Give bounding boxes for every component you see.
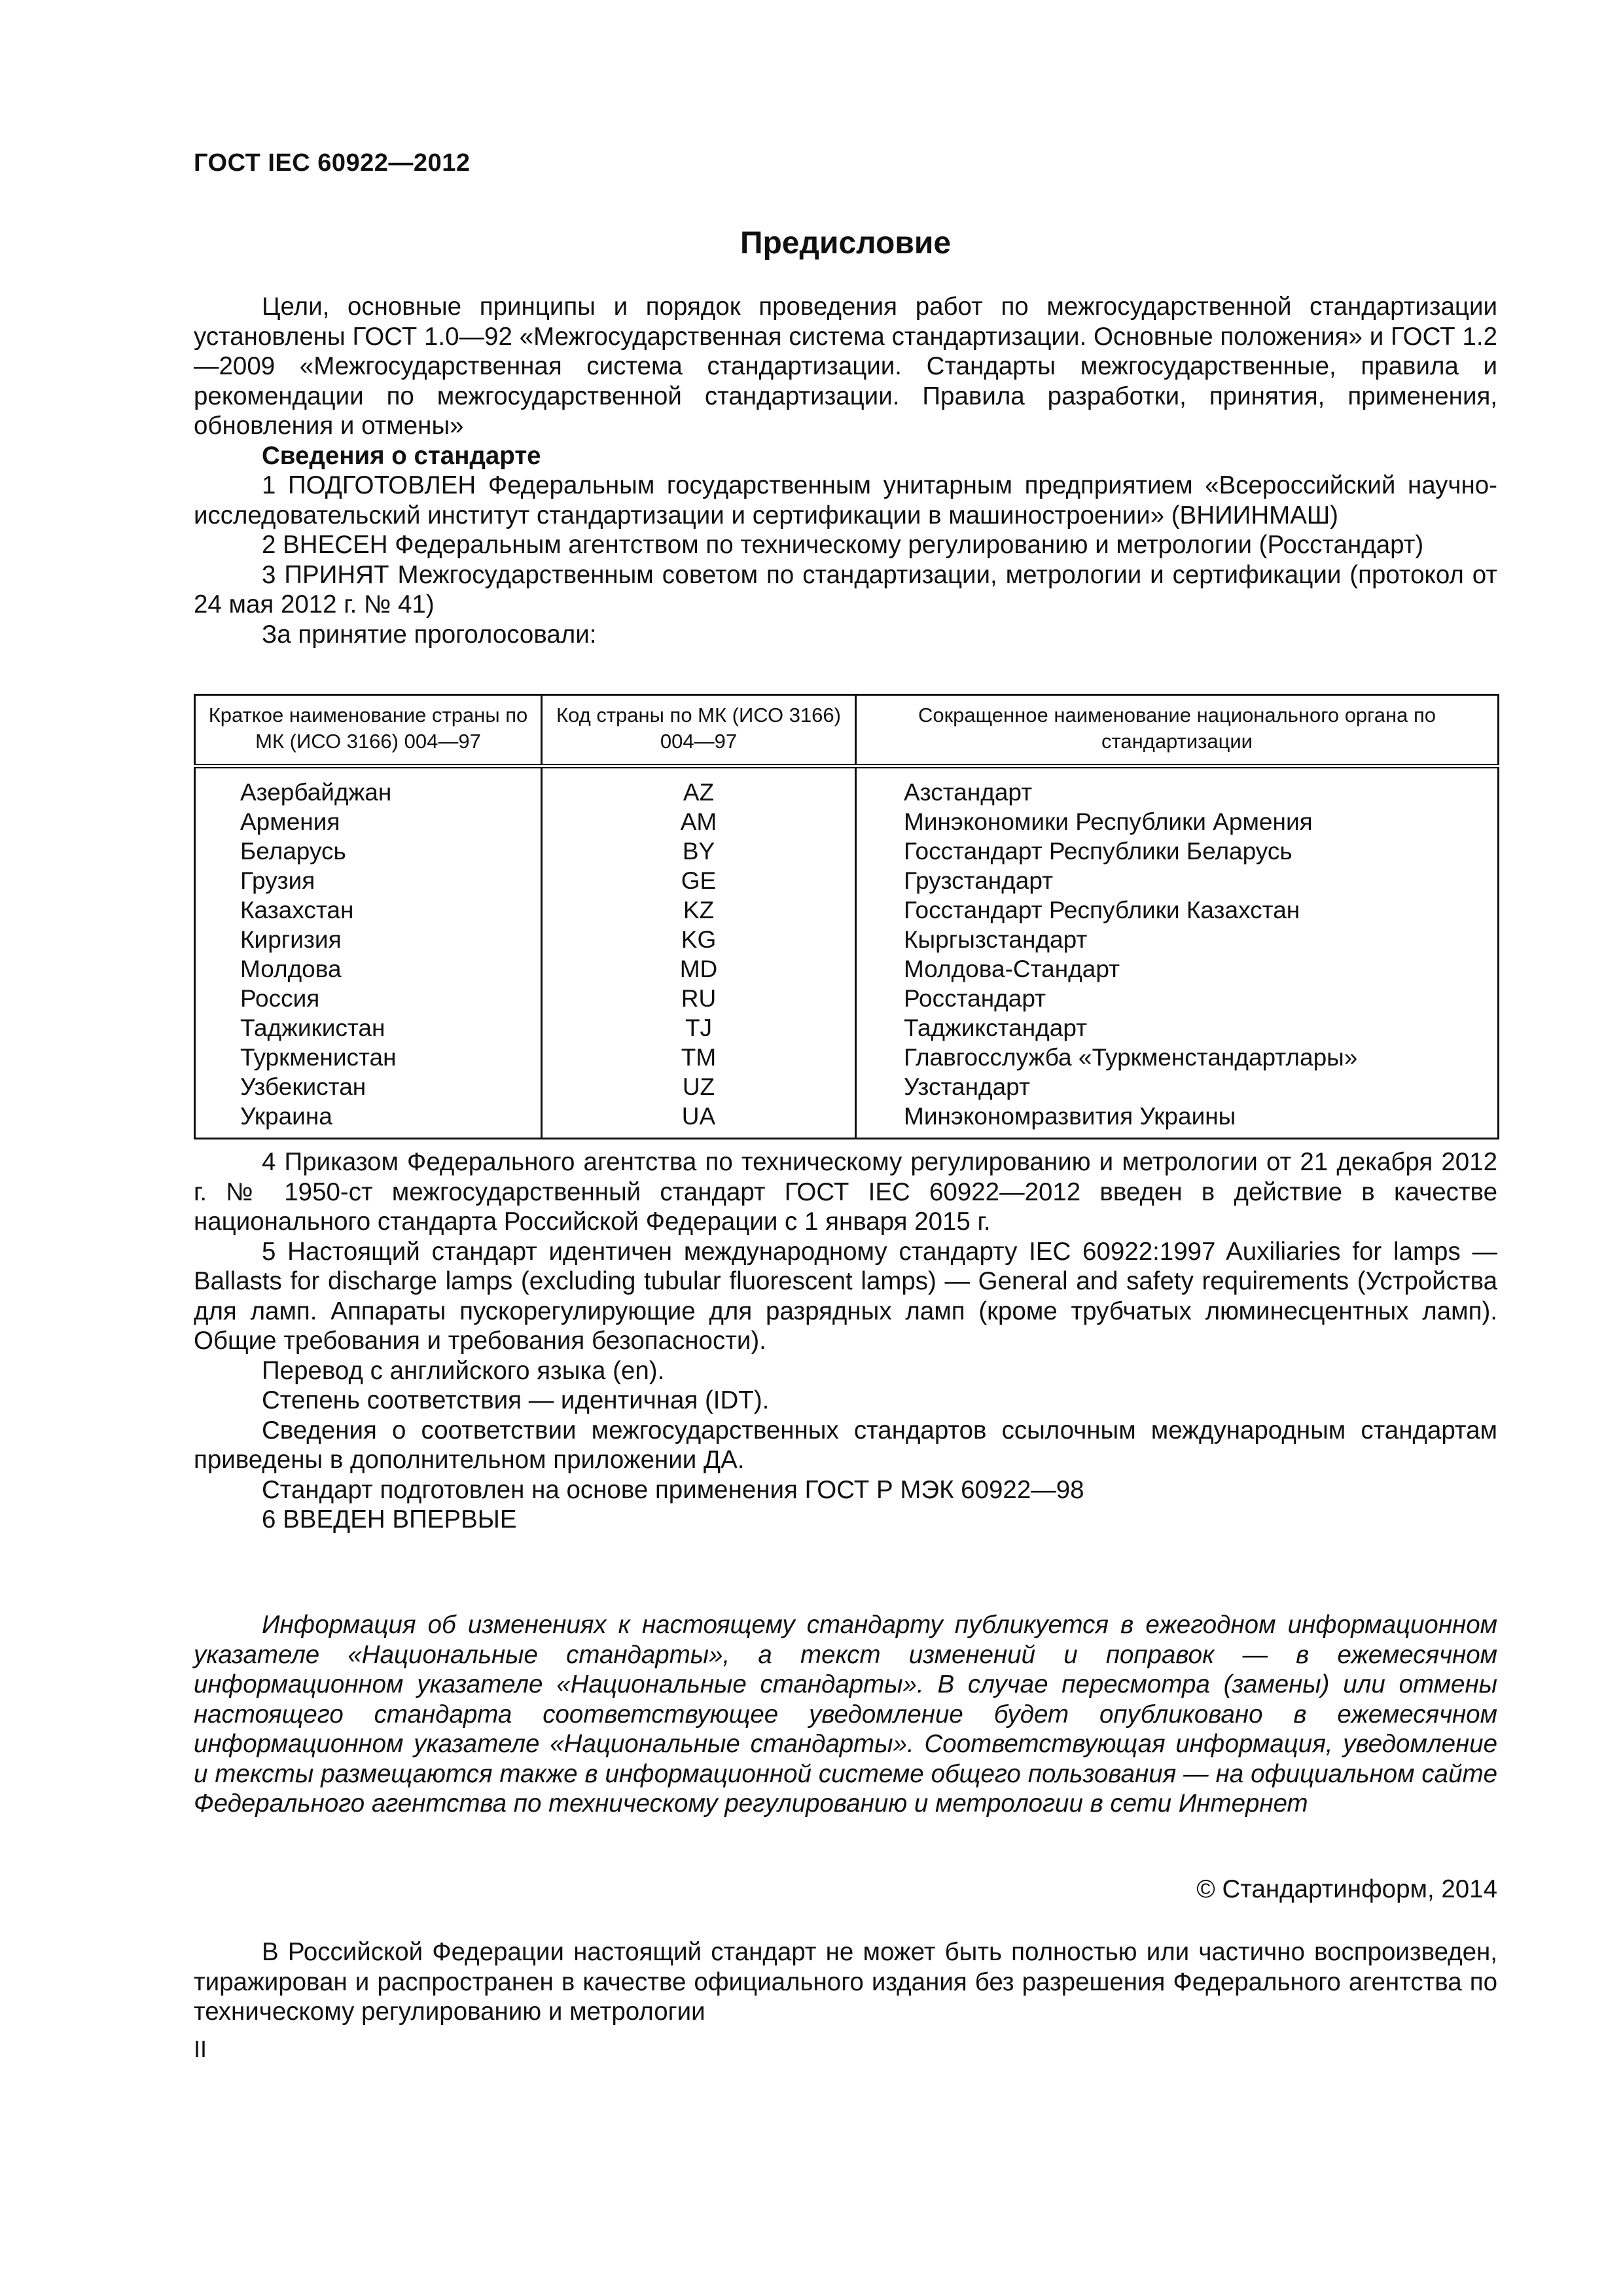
translation-note: Перевод с английского языка (en). [262,1356,665,1385]
country-code: RU [542,984,856,1013]
foreword-intro: Цели, основные принципы и порядок проведения работ по межгосударственной стандартизации установлены ГОСТ 1.0—92 «Межгосударственная система стандартизации. Основные положения» и ГОСТ 1.2—2009 «Межгосударственная система стандартизации. Стандарты межгосударственные, правила и рекомендации по межгосударственной стандартизации. Правила разработки, принятия, применения, обновления и отмены» [194,293,1497,440]
country-code: GE [542,866,856,895]
foreword-body [194,292,1497,649]
national-body: Молдова-Стандарт [856,954,1499,984]
country-name: Туркменистан [195,1043,542,1072]
changes-notice: Информация об изменениях к настоящему стандарту публикуется в ежегодном информационном указателе «Национальные стандарты», а текст изменений и поправок — в ежемесячном информационном указателе «Национальные стандарты». В случае пересмотра (замены) или отмены настоящего стандарта соответствующее уведомление будет опубликовано в ежемесячном информационном указателе «Национальные стандарты». Соответствующая информация, уведомление и тексты размещаются также в информационной системе общего пользования — на официальном сайте Федерального агентства по техническому регулированию и метрологии в сети Интернет [194,1611,1497,1818]
voting-countries-table [194,694,1499,1139]
page-number: II [194,2036,207,2062]
voting-table-wrapper [194,694,1497,1139]
item-5-identical: 5 Настоящий стандарт идентичен международному стандарту IEC 60922:1997 Auxiliaries for lamps — Ballasts for discharge lamps (excluding tubular fluorescent lamps) — General and safety requirements (Устройства для ламп. Аппараты пускорегулирующие для разрядных ламп (кроме трубчатых люминесцентных ламп). Общие требования и требования безопасности). [194,1237,1497,1355]
national-body: Минэкономики Республики Армения [856,807,1499,836]
table-row [195,807,1499,836]
country-code: TM [542,1043,856,1072]
item-2-submitted: 2 ВНЕСЕН Федеральным агентством по техническому регулированию и метрологии (Росстандарт) [262,531,1424,559]
country-name: Украина [195,1102,542,1139]
country-code: TJ [542,1013,856,1043]
national-body: Грузстандарт [856,866,1499,895]
country-name: Киргизия [195,925,542,954]
national-body: Главгосслужба «Туркменстандартлары» [856,1043,1499,1072]
national-body: Росстандарт [856,984,1499,1013]
basis-note: Стандарт подготовлен на основе применения ГОСТ Р МЭК 60922—98 [262,1475,1084,1504]
table-row [195,766,1499,808]
national-body: Таджикстандарт [856,1013,1499,1043]
table-row [195,1072,1499,1102]
item-4-order: 4 Приказом Федерального агентства по техническому регулированию и метрологии от 21 декабря 2012 г. № 1950-ст межгосударственный стандарт ГОСТ IEC 60922—2012 введен в действие в качестве национального стандарта Российской Федерации с 1 января 2015 г. [194,1148,1497,1236]
national-body: Узстандарт [856,1072,1499,1102]
post-table-body [194,1147,1497,1535]
standard-info-heading: Сведения о стандарте [262,441,541,470]
table-header-row [195,695,1499,766]
header-national-body: Сокращенное наименование национального органа по стандартизации [856,695,1499,766]
country-name: Армения [195,807,542,836]
table-row [195,1102,1499,1139]
national-body: Азстандарт [856,766,1499,808]
copyright-line: © Стандартинформ, 2014 [1196,1875,1497,1903]
table-row [195,984,1499,1013]
item-1-prepared: 1 ПОДГОТОВЛЕН Федеральным государственным унитарным предприятием «Всероссийский научно-исследовательский институт стандартизации и сертификации в машиностроении» (ВНИИНМАШ) [194,471,1497,529]
header-country-code: Код страны по МК (ИСО 3166) 004—97 [542,695,856,766]
table-row [195,1043,1499,1072]
country-code: BY [542,836,856,866]
country-code: KG [542,925,856,954]
country-name: Казахстан [195,895,542,925]
national-body: Кыргызстандарт [856,925,1499,954]
item-3-adopted: 3 ПРИНЯТ Межгосударственным советом по стандартизации, метрологии и сертификации (протокол от 24 мая 2012 г. № 41) [194,560,1497,619]
country-code: AZ [542,766,856,808]
national-body: Госстандарт Республики Беларусь [856,836,1499,866]
table-row [195,866,1499,895]
country-name: Узбекистан [195,1072,542,1102]
country-code: UA [542,1102,856,1139]
country-name: Беларусь [195,836,542,866]
header-country-name: Краткое наименование страны по МК (ИСО 3166) 004—97 [195,695,542,766]
standard-code-header: ГОСТ IEC 60922—2012 [194,149,471,177]
country-name: Россия [195,984,542,1013]
country-name: Грузия [195,866,542,895]
country-name: Азербайджан [195,766,542,808]
conformity-degree: Степень соответствия — идентичная (IDT). [262,1386,770,1414]
foreword-title: Предисловие [740,226,952,260]
table-row [195,954,1499,984]
item-6-first-introduced: 6 ВВЕДЕН ВПЕРВЫЕ [262,1505,517,1534]
table-row [195,836,1499,866]
country-name: Таджикистан [195,1013,542,1043]
country-name: Молдова [195,954,542,984]
table-row [195,925,1499,954]
voted-for-label: За принятие проголосовали: [262,620,597,649]
national-body: Госстандарт Республики Казахстан [856,895,1499,925]
country-code: MD [542,954,856,984]
table-row [195,895,1499,925]
country-code: AM [542,807,856,836]
reproduction-notice: В Российской Федерации настоящий стандарт не может быть полностью или частично воспроизведен, тиражирован и распространен в качестве официального издания без разрешения Федерального агентства по техническому регулированию и метрологии [194,1938,1497,2026]
country-code: KZ [542,895,856,925]
national-body: Минэкономразвития Украины [856,1102,1499,1139]
country-code: UZ [542,1072,856,1102]
references-note: Сведения о соответствии межгосударственных стандартов ссылочным международным стандартам приведены в дополнительном приложении ДА. [194,1416,1497,1474]
table-row [195,1013,1499,1043]
